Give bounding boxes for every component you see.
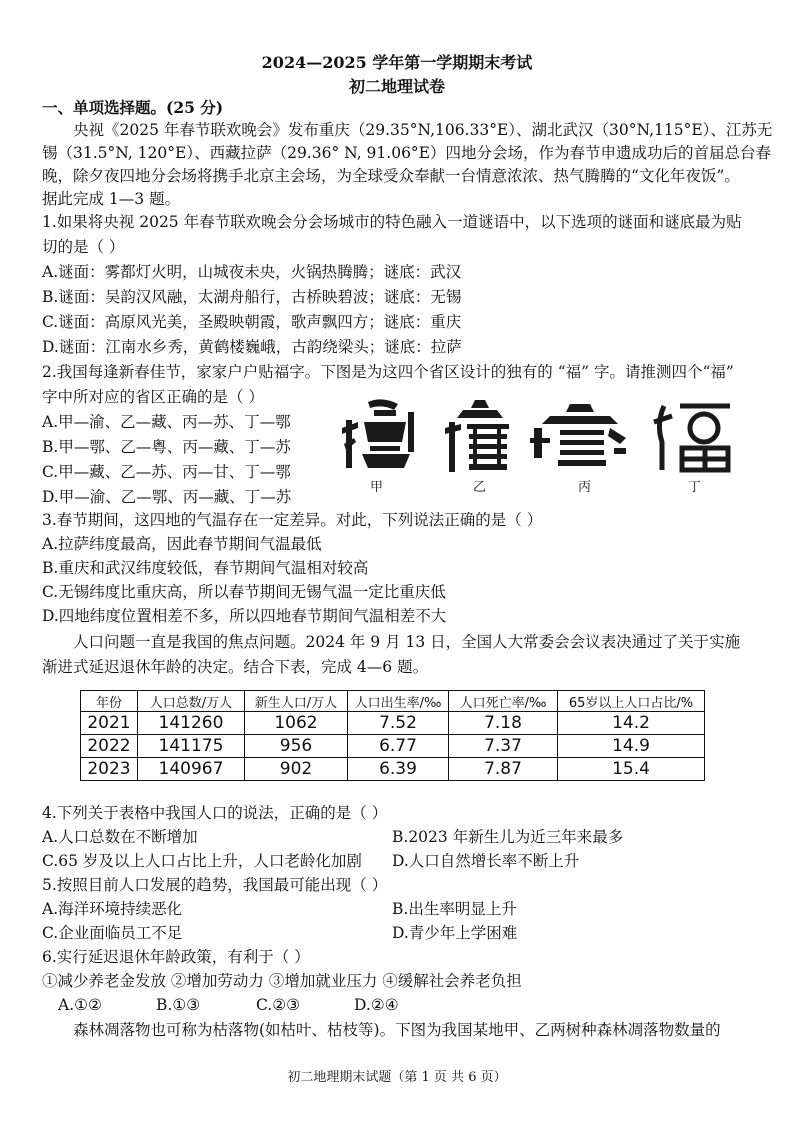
question-stem: 字中所对应的省区正确的是（ ） <box>42 388 264 406</box>
question-stem: 6.实行延迟退休年龄政策，有利于（ ） <box>42 948 310 966</box>
column-header: 新生人口/万人 <box>245 691 348 712</box>
option-b: B.谜面：吴韵汉风融，太湖舟船行，古桥映碧波；谜底：无锡 <box>42 288 462 306</box>
column-header: 65岁以上人口占比/% <box>558 691 705 712</box>
option-b: B.①③ <box>156 996 201 1014</box>
table-cell: 141175 <box>138 735 245 758</box>
question-stem: 4.下列关于表格中我国人口的说法，正确的是（ ） <box>42 804 388 822</box>
table-cell: 140967 <box>138 758 245 781</box>
table-cell: 2021 <box>81 712 138 735</box>
fu-character-yi-image <box>445 398 515 476</box>
table-cell: 2022 <box>81 735 138 758</box>
table-cell: 6.39 <box>348 758 449 781</box>
table-cell: 14.9 <box>558 735 705 758</box>
table-cell: 15.4 <box>558 758 705 781</box>
option-c: C.65 岁及以上人口占比上升，人口老龄化加剧 <box>42 852 362 870</box>
table-row <box>81 735 705 758</box>
page-footer: 初二地理期末试题（第 1 页 共 6 页） <box>287 1070 507 1085</box>
intro-line: 人口问题一直是我国的焦点问题。2024 年 9 月 13 日，全国人大常委会会议表决通过了关于实施 <box>73 633 741 651</box>
intro-line: 据此完成 1—3 题。 <box>42 190 181 208</box>
option-d: D.四地纬度位置相差不多，所以四地春节期间气温相差不大 <box>42 607 447 625</box>
question-stem: 1.如果将央视 2025 年春节联欢晚会分会场城市的特色融入一道谜语中，以下选项的谜面和谜底最为贴 <box>42 213 742 231</box>
option-d: D.②④ <box>354 996 399 1014</box>
section-heading: 一、单项选择题。(25 分) <box>42 98 224 117</box>
option-c: C.谜面：高原风光美，圣殿映朝霞，歌声飘四方；谜底：重庆 <box>42 313 462 331</box>
option-a: A.海洋环境持续恶化 <box>42 900 183 918</box>
option-d: D.人口自然增长率不断上升 <box>392 852 580 870</box>
option-a: A.拉萨纬度最高，因此春节期间气温最低 <box>42 535 322 553</box>
table-cell: 141260 <box>138 712 245 735</box>
question-stem: 切的是（ ） <box>42 238 125 256</box>
option-c: C.甲—藏、乙—苏、丙—甘、丁—鄂 <box>42 463 291 481</box>
option-a: A.人口总数在不断增加 <box>42 828 198 846</box>
option-d: D.谜面：江南水乡秀，黄鹤楼巍峨，古韵绕梁头；谜底：拉萨 <box>42 338 462 356</box>
intro-line: 森林凋落物也可称为枯落物(如枯叶、枯枝等)。下图为我国某地甲、乙两树种森林凋落物数量的 <box>73 1021 721 1039</box>
table-cell: 14.2 <box>558 712 705 735</box>
table-row <box>81 712 705 735</box>
intro-line: 央视《2025 年春节联欢晚会》发布重庆（29.35°N,106.33°E）、湖北武汉（30°N,115°E）、江苏无 <box>73 121 773 139</box>
column-header: 人口总数/万人 <box>138 691 245 712</box>
column-header: 人口死亡率/‰ <box>449 691 558 712</box>
option-b: B.甲—鄂、乙—粤、丙—藏、丁—苏 <box>42 438 291 456</box>
table-row <box>81 758 705 781</box>
table-cell: 7.18 <box>449 712 558 735</box>
table-cell: 2023 <box>81 758 138 781</box>
table-cell: 7.52 <box>348 712 449 735</box>
population-table <box>80 690 705 781</box>
option-b: B.重庆和武汉纬度较低，春节期间气温相对较高 <box>42 559 369 577</box>
intro-line: 锡（31.5°N, 120°E）、西藏拉萨（29.36° N, 91.06°E）四地分会场，作为春节申遗成功后的首届总台春 <box>42 144 772 162</box>
option-c: C.无锡纬度比重庆高，所以春节期间无锡气温一定比重庆低 <box>42 583 446 601</box>
option-a: A.①② <box>58 996 102 1014</box>
figure-label-jia: 甲 <box>370 480 384 495</box>
table-cell: 956 <box>245 735 348 758</box>
fu-character-ding-image <box>652 398 736 474</box>
figure-label-ding: 丁 <box>688 480 702 495</box>
option-a: A.甲—渝、乙—藏、丙—苏、丁—鄂 <box>42 413 291 431</box>
exam-subtitle: 初二地理试卷 <box>348 77 445 96</box>
exam-title: 2024—2025 学年第一学期期末考试 <box>261 53 533 72</box>
figure-label-bing: 丙 <box>578 480 592 495</box>
table-cell: 7.37 <box>449 735 558 758</box>
table-cell: 1062 <box>245 712 348 735</box>
question-stem: 2.我国每逢新春佳节，家家户户贴福字。下图是为这四个省区设计的独有的 “福” 字。请推测四个“福” <box>42 363 734 381</box>
option-c: C.企业面临员工不足 <box>42 924 183 942</box>
table-header-row <box>81 691 705 712</box>
table-cell: 7.87 <box>449 758 558 781</box>
question-stem: 5.按照目前人口发展的趋势，我国最可能出现（ ） <box>42 876 388 894</box>
statement-items: ①减少养老金发放 ②增加劳动力 ③增加就业压力 ④缓解社会养老负担 <box>42 972 522 990</box>
intro-line: 晚，除夕夜四地分会场将携手北京主会场，为全球受众奉献一台情意浓浓、热气腾腾的“文化年夜饭”。 <box>42 167 740 185</box>
option-b: B.2023 年新生儿为近三年来最多 <box>392 828 624 846</box>
fu-character-bing-image <box>530 398 630 472</box>
option-d: D.青少年上学困难 <box>392 924 518 942</box>
option-b: B.出生率明显上升 <box>392 900 517 918</box>
option-c: C.②③ <box>256 996 301 1014</box>
table-cell: 6.77 <box>348 735 449 758</box>
fu-character-jia-image <box>340 398 424 472</box>
question-stem: 3.春节期间，这四地的气温存在一定差异。对此，下列说法正确的是（ ） <box>42 511 543 529</box>
option-d: D.甲—渝、乙—鄂、丙—藏、丁—苏 <box>42 488 292 506</box>
intro-line: 渐进式延迟退休年龄的决定。结合下表，完成 4—6 题。 <box>42 658 429 676</box>
option-a: A.谜面：雾都灯火明，山城夜未央，火锅热腾腾；谜底：武汉 <box>42 263 462 281</box>
figure-label-yi: 乙 <box>473 480 487 495</box>
table-cell: 902 <box>245 758 348 781</box>
column-header: 人口出生率/‰ <box>348 691 449 712</box>
column-header: 年份 <box>81 691 138 712</box>
